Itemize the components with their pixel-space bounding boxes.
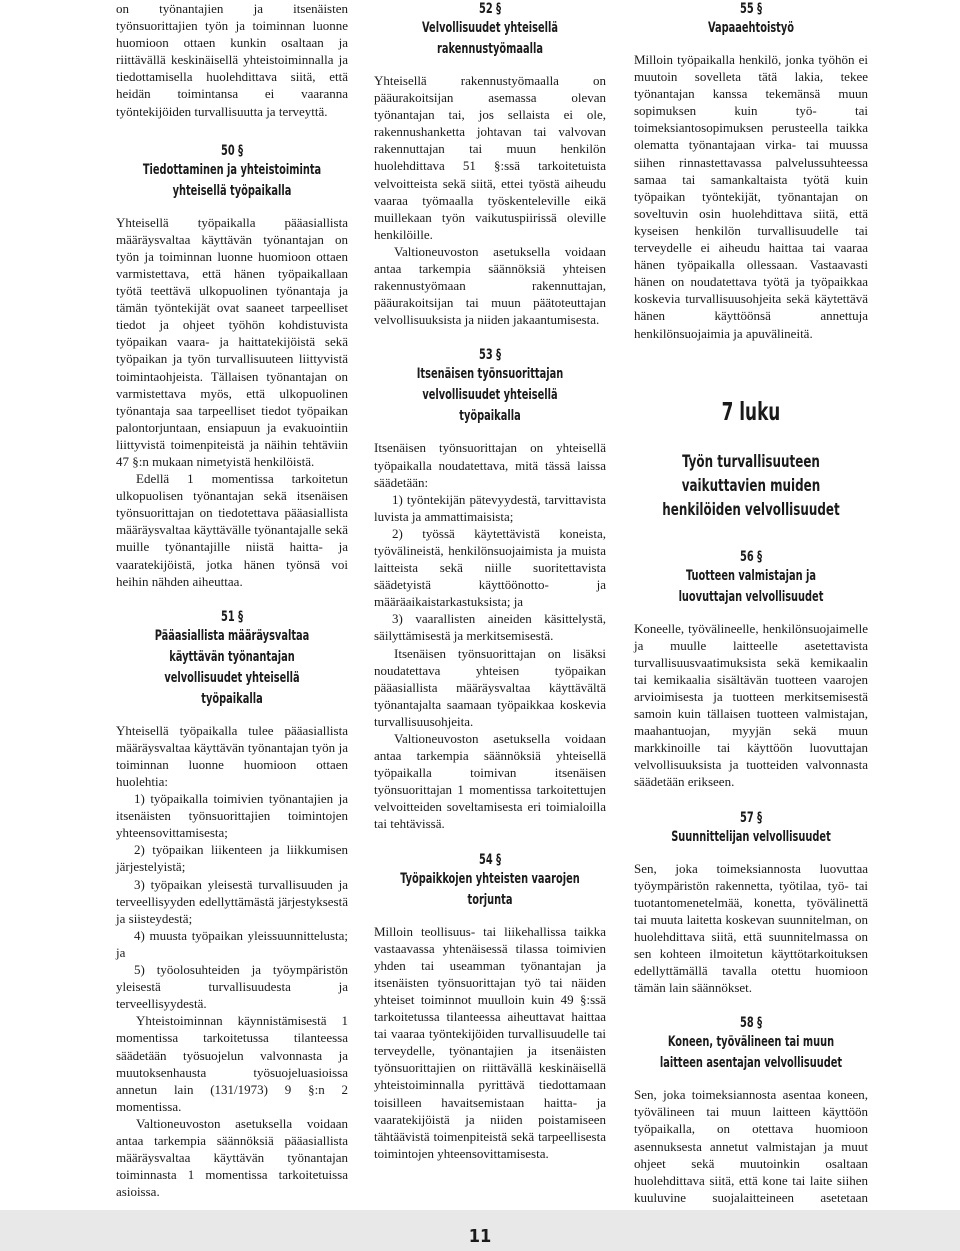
section-title: Tiedottaminen ja yhteistoiminta yhteisellä työpaikalla	[142, 161, 322, 199]
section-number: 50 §	[220, 142, 244, 159]
paragraph: Yhteisellä työpaikalla tulee pääasiallista määräysvaltaa käyttävän työnantajan työn ja toiminnan luonne huomioon ottaen huolehtia:	[116, 722, 348, 789]
section-heading-53	[374, 346, 606, 427]
section-number: 57 §	[739, 809, 763, 826]
paragraph: on työnantajien ja itsenäisten työnsuorittajien työn ja toiminnan luonne huomioon ottaen kunkin osaltaan ja riittävällä keskinäisellä yhteistoiminnalla ja tiedottamisella huolehdittava siitä, että heidän toimintansa ei vaaranna työntekijöiden turvallisuutta ja terveyttä.	[116, 1, 348, 119]
section-number: 51 §	[220, 608, 244, 625]
section-number: 52 §	[478, 1, 502, 17]
list-item: 4) muusta työpaikan yleissuunnittelusta; ja	[116, 927, 348, 960]
section-number: 58 §	[739, 1015, 763, 1032]
section-heading-57	[634, 809, 868, 848]
section-heading-56	[634, 548, 868, 608]
paragraph: Milloin teollisuus- tai liikehallissa taikka vastaavassa yhtenäisessä tilassa toimivien yhden tai useamman työnantajan ja itsenäisten työnsuorittajan työ tai näiden yhteiset toiminnot muulloin kuin 49 §:ssä tarkoitetussa tilanteessa aiheuttavat haittaa tai vaaraa työntekijöiden turvallisuudelle tai terveydelle, työnantajien ja itsenäisten työnsuorittajien on riittävällä keskinäisellä yhteistoiminnalla pyrittävä tiedottamaan toisilleen havaitsemistaan haitta- ja vaaratekijöistä ja niiden poistamiseen tähtäävistä toimenpiteistä sekä tarpeellisesta toimintojen yhteensovittamisesta.	[374, 923, 606, 1161]
section-number: 55 §	[739, 1, 763, 17]
paragraph: Valtioneuvoston asetuksella voidaan antaa tarkempia säännöksiä yhteisellä työpaikalla toimivan itsenäisen työnsuorittajan 1 momentissa tarkoitettujen velvoitteiden soveltamisesta eri toimialoilla tai tehtävissä.	[374, 731, 606, 832]
paragraph: Koneelle, työvälineelle, henkilönsuojaimelle ja muulle laitteelle asetettavista turvallisuusvaatimuksista sekä kemikaalin tai kemikaalia sisältävän tuotteen vaarojen arvioimisesta ja tuotteen merkitsemisestä samoin kuin tällaisen tuotteen valmistajan, maahantuojan, myyjän sekä muun markkinoille tai käyttöön luovuttajan velvollisuuksista ja tuotteiden valvonnasta säädetään erikseen.	[634, 620, 868, 790]
section-number: 54 §	[478, 851, 502, 868]
chapter-number: 7 luku	[721, 396, 781, 426]
section-heading-55	[634, 0, 868, 39]
chapter-title: Työn turvallisuuteen vaikuttavien muiden henkilöiden velvollisuudet	[662, 451, 840, 520]
section-title: Suunnittelijan velvollisuudet	[671, 828, 831, 845]
paragraph: Valtioneuvoston asetuksella voidaan antaa tarkempia säännöksiä pääasiallista määräysvaltaa käyttävän työnantajan toiminnasta 1 momentissa tarkoitetuissa asioissa.	[116, 1115, 348, 1200]
paragraph: Milloin työpaikalla henkilö, jonka työhön ei muutoin sovelleta tätä lakia, tekee työnantajan kanssa tekemänsä muun sopimuksen kuin työ- tai toimeksiantosopimuksen perusteella taikka olematta työnantajaan virka- tai muussa siihen rinnastettavassa palvelussuhteessa samaa tai samankaltaista työtä kuin työpaikan työntekijät, työnantajan on soveltuvin osin huolehdittava siitä, että kyseisen henkilön turvallisuudelle tai terveydelle ei aiheudu haittaa tai vaaraa hänen työpaikalla ollessaan. Vastaavasti hänen on noudatettava työtä ja työpaikkaa koskevia turvallisuusohjeita sekä käytettävä hänen käyttöönsä annettuja henkilönsuojaimia ja apuvälineitä.	[634, 52, 868, 341]
text-column-left	[116, 0, 348, 1200]
section-title: Vapaaehtoistyö	[707, 20, 795, 36]
section-heading-50	[116, 142, 348, 202]
section-title: Koneen, työvälineen tai muun laitteen asentajan velvollisuudet	[659, 1034, 843, 1072]
text-column-right	[634, 0, 868, 1223]
paragraph: Valtioneuvoston asetuksella voidaan antaa tarkempia säännöksiä yhteisen rakennustyömaan rakennuttajan, pääurakoitsijan tai muun päätoteuttajan velvollisuuksista ja niiden jakaantumisesta.	[374, 243, 606, 328]
section-heading-54	[374, 851, 606, 911]
paragraph: Yhteisellä työpaikalla pääasiallista määräysvaltaa käyttävän työnantajan on työn ja toiminnan luonne huomioon ottaen varmistettava, että hänen työpaikallaan työtä teettävä ulkopuolinen työnantaja ja tämän työntekijät ovat saaneet tarpeelliset tiedot ja ohjeet työhön kohdistuvista työpaikan vaara- ja haittatekijöistä sekä työpaikan ja työn turvallisuuteen liittyvistä toimintaohjeista. Tällaisen työnantajan on varmistettava myös, että ulkopuolinen työnantaja saa tarpeelliset tiedot työpaikan palontorjuntaan, ensiapuun ja evakuointiin liittyvistä toimenpiteistä ja näihin tehtäviin 47 §:n mukaan nimetyistä henkilöistä.	[116, 214, 348, 469]
section-title: Pääasiallista määräysvaltaa käyttävän työnantajan velvollisuudet yhteisellä työpaikalla	[154, 627, 310, 707]
section-number: 53 §	[478, 347, 502, 364]
paragraph: Yhteistoiminnan käynnistämisestä 1 momentissa tarkoitetussa tilanteessa säädetään työsuojelun valvonnasta ja muutoksenhausta työsuojeluasioissa annetun lain (131/1973) 9 §:n 2 momentissa.	[116, 1013, 348, 1114]
section-heading-51	[116, 608, 348, 710]
paragraph: Yhteisellä rakennustyömaalla on pääurakoitsijan asemassa olevan työnantajan tai, jos sellaista ei ole, rakennushanketta johtavan tai valvovan rakennuttajan tai muun henkilön huolehdittava 51 §:ssä tarkoitetuista velvoitteista sekä siitä, ettei työstä aiheudu vaaraa työmaalla työskenteleville eikä muillekaan työn vaikutuspiirissä oleville henkilöille.	[374, 73, 606, 242]
section-heading-58	[634, 1014, 868, 1074]
list-item: 2) työpaikan liikenteen ja liikkumisen järjestelyistä;	[116, 842, 348, 875]
section-title: Itsenäisen työnsuorittajan velvollisuudet yhteisellä työpaikalla	[416, 366, 564, 425]
section-heading-52	[374, 0, 606, 60]
paragraph: Sen, joka toimeksiannosta luovuttaa työympäristön rakennetta, työtilaa, työ- tai tuotantomenetelmää, konetta, työvälinettä tai muuta laitetta koskevan suunnitelman, on huolehdittava siitä, että suunnitelmassa on sen kohteen ilmoitetun käyttötarkoituksen edellyttämällä tavalla otettu huomioon tämän lain säännökset.	[634, 860, 868, 996]
list-item: 5) työolosuhteiden ja työympäristön yleisestä turvallisuudesta ja terveellisyydestä.	[116, 962, 348, 1012]
text-column-middle	[374, 0, 606, 1162]
list-item: 1) työpaikalla toimivien työnantajien ja itsenäisten työnsuorittajien toimintojen yhteensovittamisesta;	[116, 791, 348, 841]
page-number: 11	[468, 1226, 492, 1247]
list-item: 2) työssä käytettävistä koneista, työvälineistä, henkilönsuojaimista ja muista laitteista sekä niille suoritettavista säädetyistä käyttöönotto- ja määräaikaistarkastuksista; ja	[374, 525, 606, 610]
paragraph: Edellä 1 momentissa tarkoitetun ulkopuolisen työnantajan sekä itsenäisen työnsuorittajan on tiedotettava pääasiallista määräysvaltaa käyttävälle työnantajalle sekä muille työnantajille niistä haitta- ja vaaratekijöistä, jotka hänen työnsä voi heihin nähden aiheuttaa.	[116, 471, 348, 589]
list-item: 3) työpaikan yleisestä turvallisuuden ja terveellisyyden edellyttämästä järjestyksestä ja siisteydestä;	[116, 876, 348, 926]
section-title: Työpaikkojen yhteisten vaarojen torjunta	[400, 870, 580, 908]
section-title: Tuotteen valmistajan ja luovuttajan velvollisuudet	[678, 567, 824, 605]
paragraph: Itsenäisen työnsuorittajan on yhteisellä työpaikalla noudatettava, mitä tässä laissa säädetään:	[374, 440, 606, 490]
section-title: Velvollisuudet yhteisellä rakennustyömaalla	[422, 20, 558, 57]
list-item: 3) vaarallisten aineiden käsittelystä, säilyttämisestä ja merkitsemisestä.	[374, 611, 606, 644]
paragraph: Itsenäisen työnsuorittajan on lisäksi noudatettava yhteisen työpaikan pääasiallista määräysvaltaa käyttävältä työnantajalta saamaan työpaikkaa koskevia turvallisuusohjeita.	[374, 645, 606, 729]
section-number: 56 §	[739, 548, 763, 565]
paragraph: Sen, joka toimeksiannosta asentaa koneen, työvälineen tai muun laitteen käyttöön työpaikalla, on otettava huomioon asennuksesta annetut valmistajan ja muut ohjeet sekä muutoinkin osaltaan huolehdittava siitä, että kone tai laite siihen kuuluvine suojalaitteineen asetetaan	[634, 1087, 868, 1205]
chapter-heading	[634, 396, 868, 522]
list-item: 1) työntekijän pätevyydestä, tarvittavista luvista ja ammattimaisista;	[374, 491, 606, 524]
